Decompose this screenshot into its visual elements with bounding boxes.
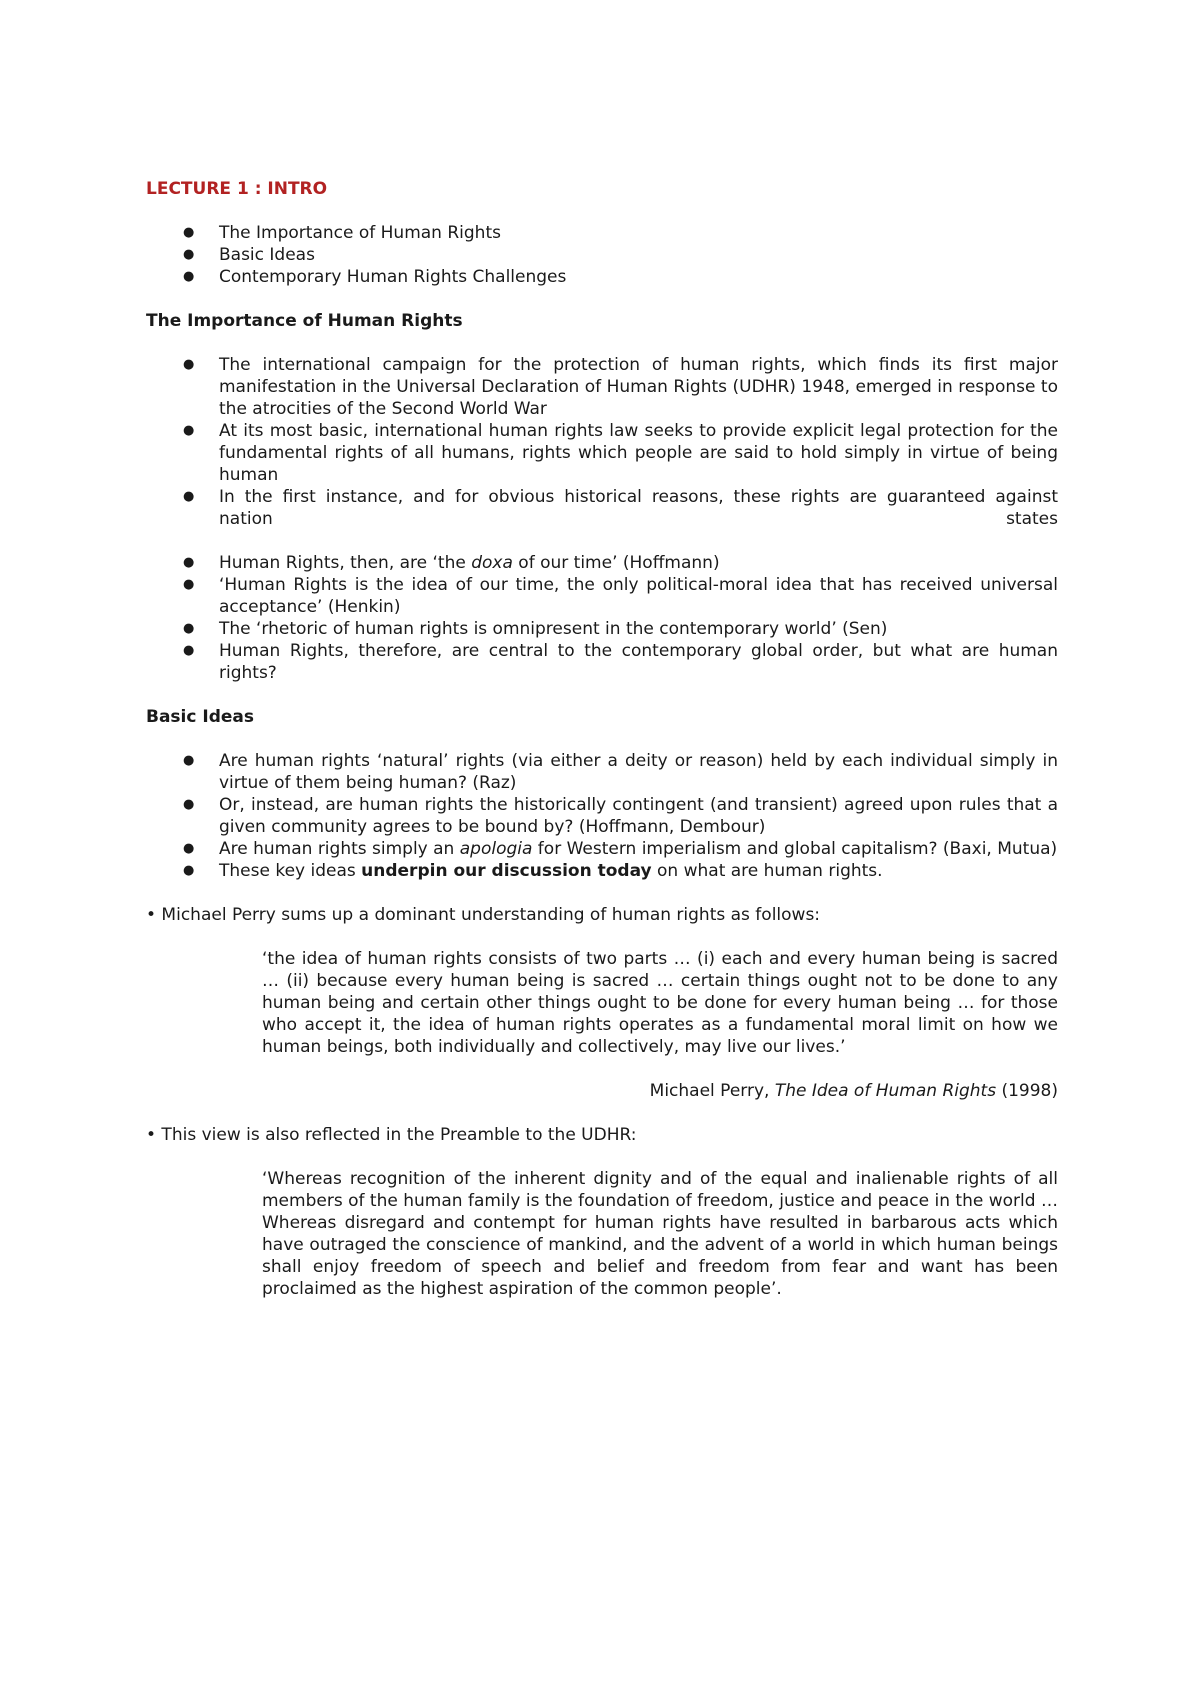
list-item: ● Are human rights ‘natural’ rights (via either a deity or reason) held by each individual simply in virtue of them being human? (Raz) bbox=[146, 750, 1058, 794]
outline-item: ● Contemporary Human Rights Challenges bbox=[146, 266, 1058, 288]
importance-list-b bbox=[146, 552, 1058, 684]
perry-citation bbox=[146, 1080, 1058, 1102]
list-item: ● Or, instead, are human rights the historically contingent (and transient) agreed upon rules that a given community agrees to be bound by? (Hoffmann, Dembour) bbox=[146, 794, 1058, 838]
list-item: ● In the first instance, and for obvious historical reasons, these rights are guaranteed against nation states bbox=[146, 486, 1058, 530]
outline-item: ● The Importance of Human Rights bbox=[146, 222, 1058, 244]
section-heading-basic-ideas: Basic Ideas bbox=[146, 707, 254, 727]
text-segment: Human Rights, then, are ‘the bbox=[219, 553, 472, 573]
outline-list bbox=[146, 222, 1058, 288]
italic-term: apologia bbox=[459, 839, 533, 859]
text-segment: (1998) bbox=[996, 1081, 1058, 1101]
udhr-intro: • This view is also reflected in the Preamble to the UDHR: bbox=[146, 1125, 637, 1145]
basic-ideas-list bbox=[146, 750, 1058, 882]
udhr-quote: ‘Whereas recognition of the inherent dignity and of the equal and inalienable rights of all members of the human family is the foundation of freedom, justice and peace in the world … Whereas disregard and contempt for human rights have resulted in barbarous acts which have outraged the conscience of mankind, and the advent of a world in which human beings shall enjoy freedom of speech and belief and freedom from fear and want has been proclaimed as the highest aspiration of the common people’. bbox=[262, 1169, 1058, 1299]
bold-phrase: underpin our discussion today bbox=[361, 861, 652, 881]
perry-intro: • Michael Perry sums up a dominant understanding of human rights as follows: bbox=[146, 905, 821, 925]
section-heading-importance: The Importance of Human Rights bbox=[146, 311, 463, 331]
book-title: The Idea of Human Rights bbox=[774, 1081, 997, 1101]
document-body bbox=[146, 178, 1058, 1300]
list-item: ● At its most basic, international human rights law seeks to provide explicit legal protection for the fundamental rights of all humans, rights which people are said to hold simply in virtue of being human bbox=[146, 420, 1058, 486]
list-item: ● Human Rights, therefore, are central to the contemporary global order, but what are human rights? bbox=[146, 640, 1058, 684]
list-item: ● The ‘rhetoric of human rights is omnipresent in the contemporary world’ (Sen) bbox=[146, 618, 1058, 640]
italic-term: doxa bbox=[471, 553, 513, 573]
text-segment: These key ideas bbox=[219, 861, 362, 881]
text-segment: for Western imperialism and global capitalism? (Baxi, Mutua) bbox=[532, 839, 1058, 859]
list-item: ● ‘Human Rights is the idea of our time, the only political-moral idea that has received universal acceptance’ (Henkin) bbox=[146, 574, 1058, 618]
list-item bbox=[146, 838, 1058, 860]
perry-quote: ‘the idea of human rights consists of two parts … (i) each and every human being is sacred … (ii) because every human being is sacred … certain things ought not to be done to any human being and certain other things ought to be done for every human being … for those who accept it, the idea of human rights operates as a fundamental moral limit on how we human beings, both individually and collectively, may live our lives.’ bbox=[262, 949, 1058, 1057]
outline-item: ● Basic Ideas bbox=[146, 244, 1058, 266]
text-segment: Michael Perry, bbox=[649, 1081, 775, 1101]
lecture-title: LECTURE 1 : INTRO bbox=[146, 179, 328, 199]
list-item: ● The international campaign for the protection of human rights, which finds its first major manifestation in the Universal Declaration of Human Rights (UDHR) 1948, emerged in response to the atrocities of the Second World War bbox=[146, 354, 1058, 420]
text-segment: of our time’ (Hoffmann) bbox=[512, 553, 720, 573]
list-item bbox=[146, 860, 1058, 882]
text-segment: on what are human rights. bbox=[651, 861, 883, 881]
importance-list-a bbox=[146, 354, 1058, 530]
list-item bbox=[146, 552, 1058, 574]
text-segment: Are human rights simply an bbox=[219, 839, 460, 859]
